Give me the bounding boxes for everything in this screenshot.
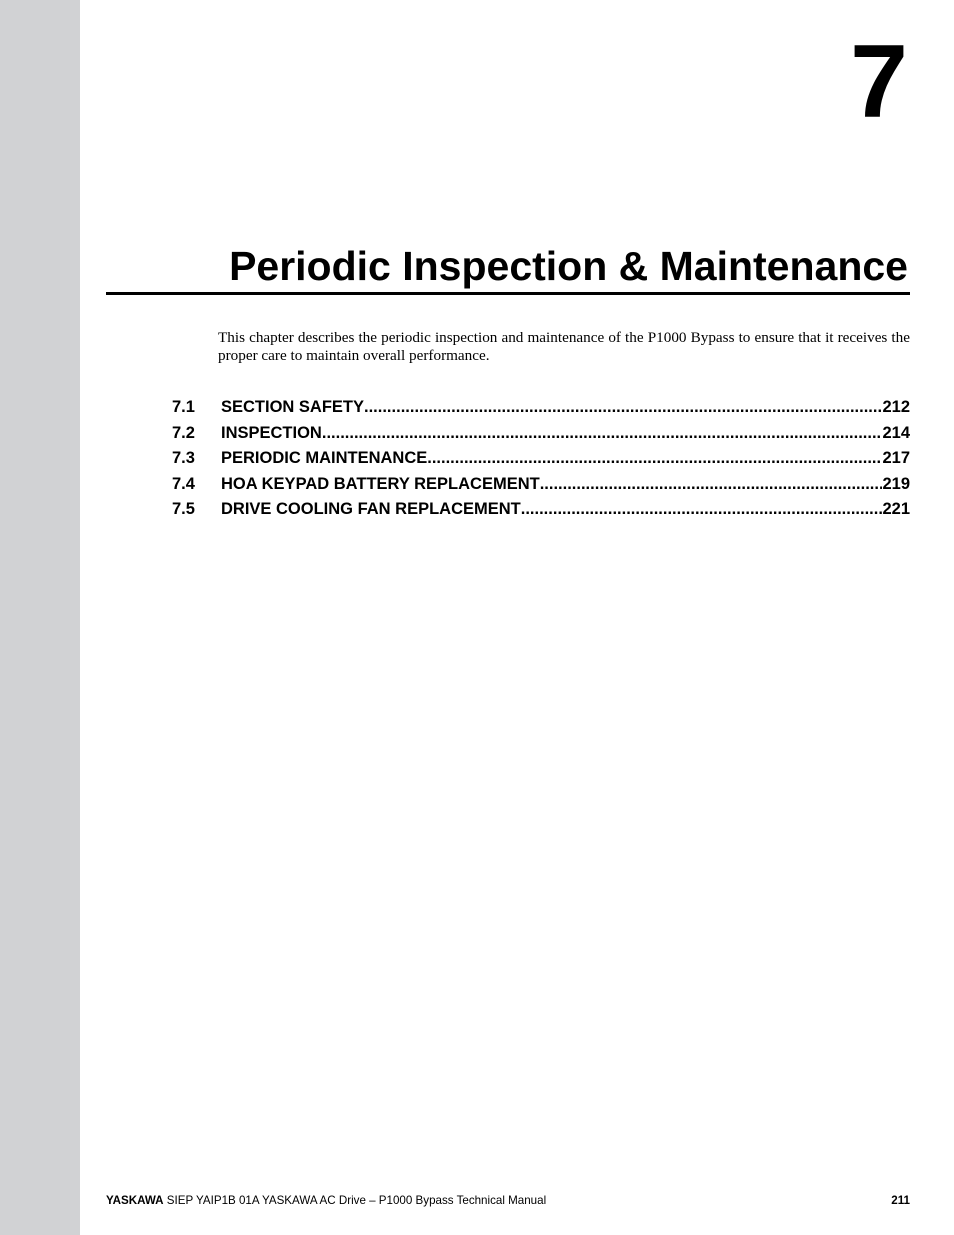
toc-entry-title: HOA KEYPAD BATTERY REPLACEMENT: [221, 474, 540, 493]
toc-entry-number: 7.1: [172, 398, 195, 416]
page-footer: [106, 1194, 910, 1207]
chapter-intro: This chapter describes the periodic inspection and maintenance of the P1000 Bypass to ensure that it receives the proper care to maintain overall performance.: [218, 329, 910, 364]
toc-leader-dots: [540, 475, 883, 494]
side-bar: [0, 0, 80, 1235]
toc-entry-page: 217: [882, 449, 910, 468]
toc-entry-number: 7.3: [172, 449, 195, 468]
toc-entry-number: 7.2: [172, 423, 195, 442]
toc-entry-page: 219: [882, 474, 910, 493]
table-of-contents: [172, 398, 910, 526]
toc-entry-title: SECTION SAFETY: [221, 398, 365, 416]
toc-entry-periodic-maintenance[interactable]: [172, 449, 910, 475]
footer-brand: YASKAWA: [106, 1194, 164, 1207]
toc-leader-dots: [427, 449, 882, 468]
toc-entry-title: PERIODIC MAINTENANCE: [221, 449, 428, 468]
toc-entry-title: INSPECTION: [221, 423, 322, 442]
footer-manual-name: SIEP YAIP1B 01A YASKAWA AC Drive – P1000 Bypass Technical Manual: [163, 1194, 547, 1207]
toc-leader-dots: [364, 398, 882, 417]
toc-entry-number: 7.4: [172, 474, 195, 493]
chapter-title: Periodic Inspection & Maintenance: [229, 243, 908, 289]
footer-manual-title: [106, 1194, 546, 1207]
toc-entry-page: 212: [882, 398, 910, 416]
title-rule: [106, 292, 910, 295]
footer-page-number: 211: [891, 1194, 910, 1207]
toc-entry-inspection[interactable]: [172, 424, 910, 450]
toc-entry-title: DRIVE COOLING FAN REPLACEMENT: [221, 500, 521, 519]
toc-entry-page: 214: [882, 423, 910, 442]
toc-leader-dots: [521, 500, 883, 519]
toc-entry-page: 221: [882, 500, 910, 519]
toc-leader-dots: [322, 424, 883, 443]
toc-entry-number: 7.5: [172, 500, 195, 519]
chapter-number: 7: [850, 24, 908, 140]
toc-entry-hoa-keypad-battery-replacement[interactable]: [172, 475, 910, 501]
toc-entry-section-safety[interactable]: [172, 398, 910, 424]
toc-entry-drive-cooling-fan-replacement[interactable]: [172, 500, 910, 526]
